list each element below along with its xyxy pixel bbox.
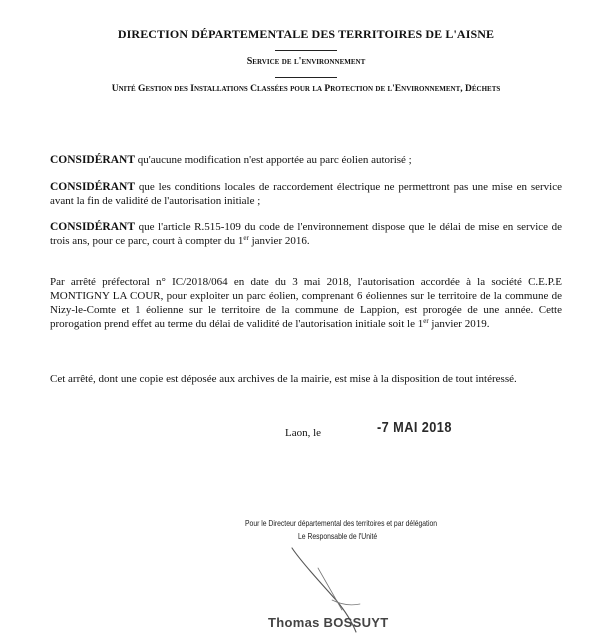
place-label: Laon, le	[285, 427, 322, 439]
header-divider-top	[275, 50, 337, 51]
header-direction: DIRECTION DÉPARTEMENTALE DES TERRITOIRES DE L'AISNE	[117, 27, 495, 41]
signature-role-line: Le Responsable de l'Unité	[298, 531, 378, 541]
considerant-3	[50, 220, 562, 248]
date-stamp: -7 MAI 2018	[377, 419, 452, 436]
decision-text: Par arrêté préfectoral n° IC/2018/064 en date du 3 mai 2018, l'autorisation accordée à la société C.E.P.E MONTIGNY LA COUR, pour exploiter un parc éolien, comprenant 6 éoliennes sur le territoire de la commune de Nizy-le-Comte et 1 éolienne sur le territoire de la commune de Lappion, est prorogée de une année. Cette prorogation prend effet au terme du délai de validité de l'autorisation initiale soit le 1	[50, 276, 562, 330]
ordinal-superscript: er	[243, 234, 249, 242]
decision-text-end: janvier 2019.	[428, 318, 490, 330]
considerant-text: qu'aucune modification n'est apportée au parc éolien autorisé ;	[135, 154, 412, 166]
ordinal-superscript: er	[423, 317, 429, 325]
considerant-keyword: CONSIDÉRANT	[50, 221, 135, 233]
considerant-1	[50, 153, 562, 167]
header-divider-bottom	[275, 77, 337, 78]
considerant-keyword: CONSIDÉRANT	[50, 154, 135, 166]
notice-paragraph: Cet arrêté, dont une copie est déposée aux archives de la mairie, est mise à la disposition de tout intéressé.	[50, 373, 517, 385]
header-service: Service de l'environnement	[246, 56, 366, 67]
signature-delegation-line: Pour le Directeur départemental des territoires et par délégation	[245, 518, 438, 528]
considerant-text: que l'article R.515-109 du code de l'environnement dispose que le délai de mise en service de trois ans, pour ce parc, court à compter du 1	[50, 221, 562, 247]
considerant-2	[50, 180, 562, 208]
header-unit: Unité Gestion des Installations Classées pour la Protection de l'Environnement, Déchets	[111, 84, 501, 94]
considerant-text-end: janvier 2016.	[248, 235, 310, 247]
considerant-text: que les conditions locales de raccordement électrique ne permettront pas une mise en service avant la fin de validité de l'autorisation initiale ;	[50, 181, 562, 207]
considerant-keyword: CONSIDÉRANT	[50, 181, 135, 193]
signer-name: Thomas BOSSUYT	[268, 615, 389, 630]
decision-paragraph	[50, 275, 562, 331]
